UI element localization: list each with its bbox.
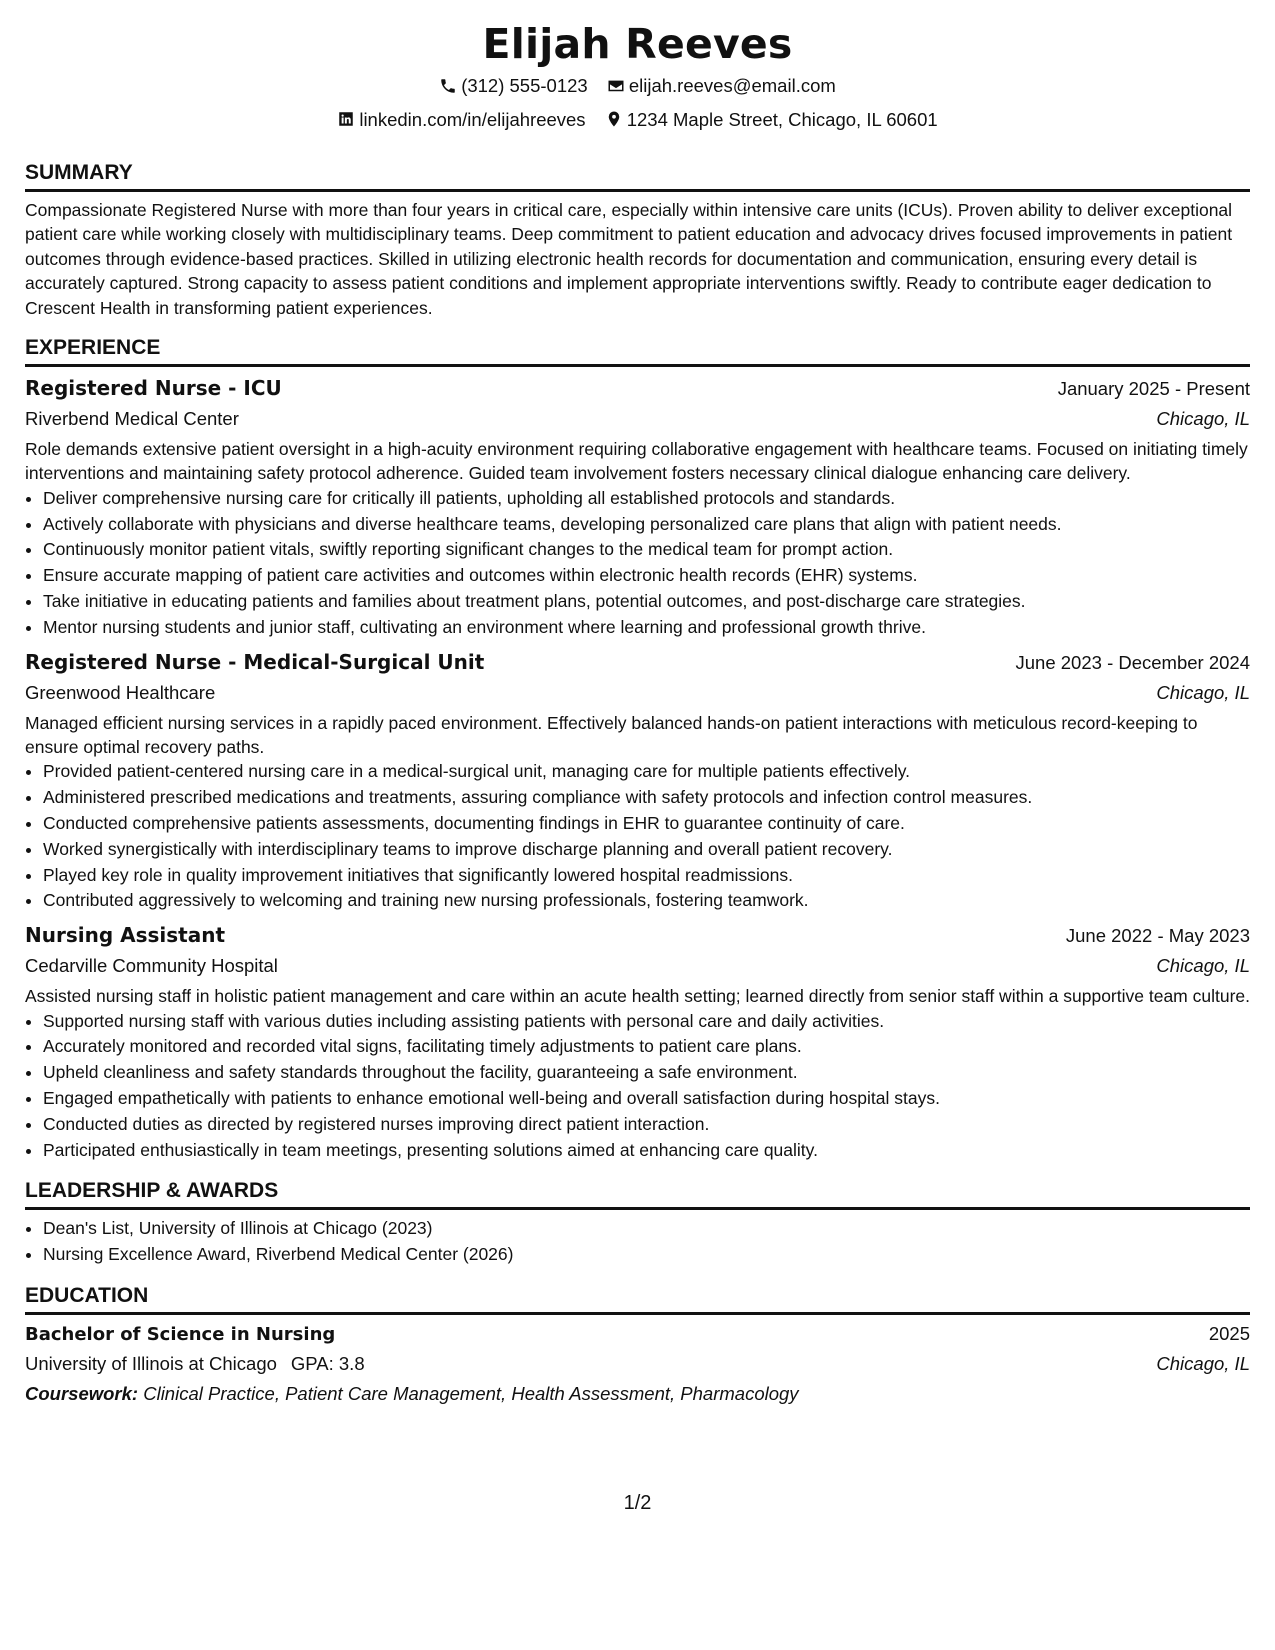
linkedin-icon xyxy=(337,110,355,128)
summary-text: Compassionate Registered Nurse with more than four years in critical care, especially within intensive care units (ICUs). Proven ability to deliver exceptional patient care while working closely with multidisciplinary teams. Deep commitment to patient education and advocacy drives focused improvements in patient outcomes through evidence-based practices. Skilled in utilizing electronic health records for documentation and communication, ensuring every detail is accurately captured. Strong capacity to assess patient conditions and implement appropriate interventions swiftly. Ready to contribute eager dedication to Crescent Health in transforming patient experiences. xyxy=(25,200,1233,318)
list-item: • Participated enthusiastically in team meetings, presenting solutions aimed at enhancing care quality. xyxy=(43,1138,1250,1164)
education-location: Chicago, IL xyxy=(1156,1353,1250,1374)
job-description: Role demands extensive patient oversight in a high-acuity environment requiring collaborative engagement with healthcare teams. Focused on initiating timely interventions and maintaining safety protocol adherence. Guided team involvement fosters necessary clinical dialogue enhancing care delivery. xyxy=(25,439,1248,484)
summary-section xyxy=(25,159,1250,320)
job-bullets xyxy=(25,759,1250,914)
job-location: Chicago, IL xyxy=(1156,408,1250,430)
list-item: • Nursing Excellence Award, Riverbend Medical Center (2026) xyxy=(43,1242,1250,1268)
email-contact[interactable] xyxy=(607,70,836,101)
job-bullets xyxy=(25,486,1250,641)
job-title: Registered Nurse - Medical-Surgical Unit xyxy=(25,649,485,674)
address-contact xyxy=(605,104,938,135)
education-school-row xyxy=(25,1349,1250,1379)
address-text: 1234 Maple Street, Chicago, IL 60601 xyxy=(626,108,938,130)
job-dates: January 2025 - Present xyxy=(1057,378,1250,400)
list-item: • Administered prescribed medications and treatments, assuring compliance with safety protocols and infection control measures. xyxy=(43,785,1250,811)
list-item: • Played key role in quality improvement initiatives that significantly lowered hospital readmissions. xyxy=(43,863,1250,889)
email-text[interactable]: elijah.reeves@email.com xyxy=(628,75,836,96)
linkedin-text[interactable]: linkedin.com/in/elijahreeves xyxy=(359,108,586,130)
job-entry xyxy=(25,647,1250,915)
list-item: • Take initiative in educating patients and families about treatment plans, potential outcomes, and post-discharge care strategies. xyxy=(43,589,1250,615)
job-entry xyxy=(25,373,1250,641)
section-title-education: EDUCATION xyxy=(25,1282,1250,1315)
resume-header xyxy=(25,18,1250,137)
list-item: • Deliver comprehensive nursing care for critically ill patients, upholding all established protocols and standards. xyxy=(43,486,1250,512)
job-dates: June 2023 - December 2024 xyxy=(1015,651,1250,673)
awards-list xyxy=(25,1216,1250,1268)
job-location: Chicago, IL xyxy=(1156,681,1250,703)
list-item: • Continuously monitor patient vitals, swiftly reporting significant changes to the medical team for prompt action. xyxy=(43,537,1250,563)
list-item: • Upheld cleanliness and safety standards throughout the facility, guaranteeing a safe environment. xyxy=(43,1060,1250,1086)
job-company: Cedarville Community Hospital xyxy=(25,955,278,977)
list-item: • Worked synergistically with interdisciplinary teams to improve discharge planning and overall patient recovery. xyxy=(43,837,1250,863)
map-pin-icon xyxy=(605,110,623,128)
coursework-label: Coursework: xyxy=(25,1383,139,1404)
phone-contact xyxy=(439,70,588,101)
list-item: • Conducted duties as directed by registered nurses improving direct patient interaction. xyxy=(43,1112,1250,1138)
education-year: 2025 xyxy=(1208,1323,1250,1344)
list-item: • Mentor nursing students and junior staff, cultivating an environment where learning and professional growth thrive. xyxy=(43,615,1250,641)
job-entry xyxy=(25,920,1250,1163)
job-bullets xyxy=(25,1009,1250,1164)
job-description: Assisted nursing staff in holistic patient management and care within an acute health setting; learned directly from senior staff within a supportive team culture. xyxy=(25,986,1251,1007)
coursework-text: Clinical Practice, Patient Care Management, Health Assessment, Pharmacology xyxy=(143,1383,799,1404)
list-item: • Actively collaborate with physicians and diverse healthcare teams, developing personalized care plans that align with patient needs. xyxy=(43,512,1250,538)
linkedin-contact[interactable] xyxy=(337,104,585,135)
list-item: • Dean's List, University of Illinois at Chicago (2023) xyxy=(43,1216,1250,1242)
section-title-summary: SUMMARY xyxy=(25,159,1250,192)
job-title-row xyxy=(25,373,1250,404)
job-title: Registered Nurse - ICU xyxy=(25,376,282,401)
resume-page xyxy=(25,18,1250,1408)
job-company-row xyxy=(25,678,1250,708)
list-item: • Accurately monitored and recorded vital signs, facilitating timely adjustments to patient care plans. xyxy=(43,1034,1250,1060)
job-description: Managed efficient nursing services in a rapidly paced environment. Effectively balanced hands-on patient interactions with meticulous record-keeping to ensure optimal recovery paths. xyxy=(25,712,1198,758)
phone-icon xyxy=(439,77,457,95)
job-company: Riverbend Medical Center xyxy=(25,408,239,430)
list-item: • Conducted comprehensive patients assessments, documenting findings in EHR to guarantee continuity of care. xyxy=(43,811,1250,837)
job-company-row xyxy=(25,951,1250,981)
job-title: Nursing Assistant xyxy=(25,923,226,948)
job-title-row xyxy=(25,920,1250,951)
job-dates: June 2022 - May 2023 xyxy=(1065,925,1250,947)
awards-section xyxy=(25,1177,1250,1268)
list-item: • Contributed aggressively to welcoming and training new nursing professionals, fostering teamwork. xyxy=(43,888,1250,914)
education-degree: Bachelor of Science in Nursing xyxy=(25,1324,336,1345)
phone-text: (312) 555-0123 xyxy=(461,75,588,96)
contact-line-2 xyxy=(25,104,1250,138)
job-company-row xyxy=(25,404,1250,434)
education-degree-row xyxy=(25,1319,1250,1349)
experience-section xyxy=(25,334,1250,1163)
job-company: Greenwood Healthcare xyxy=(25,681,216,703)
education-section xyxy=(25,1282,1250,1408)
education-school: University of Illinois at Chicago xyxy=(25,1353,277,1374)
job-title-row xyxy=(25,647,1250,678)
list-item: • Engaged empathetically with patients to enhance emotional well-being and overall satisfaction during hospital stays. xyxy=(43,1086,1250,1112)
section-title-awards: LEADERSHIP & AWARDS xyxy=(25,1177,1250,1210)
section-title-experience: EXPERIENCE xyxy=(25,334,1250,367)
education-school-line xyxy=(25,1349,365,1379)
list-item: • Supported nursing staff with various duties including assisting patients with personal care and daily activities. xyxy=(43,1009,1250,1035)
education-coursework xyxy=(25,1379,1250,1408)
page-number: 1/2 xyxy=(623,1492,652,1514)
candidate-name: Elijah Reeves xyxy=(482,20,793,68)
education-gpa: GPA: 3.8 xyxy=(290,1353,365,1374)
job-location: Chicago, IL xyxy=(1156,955,1250,977)
envelope-icon xyxy=(607,77,625,95)
list-item: • Ensure accurate mapping of patient care activities and outcomes within electronic health records (EHR) systems. xyxy=(43,563,1250,589)
list-item: • Provided patient-centered nursing care in a medical-surgical unit, managing care for multiple patients effectively. xyxy=(43,759,1250,785)
contact-line-1 xyxy=(25,70,1250,104)
